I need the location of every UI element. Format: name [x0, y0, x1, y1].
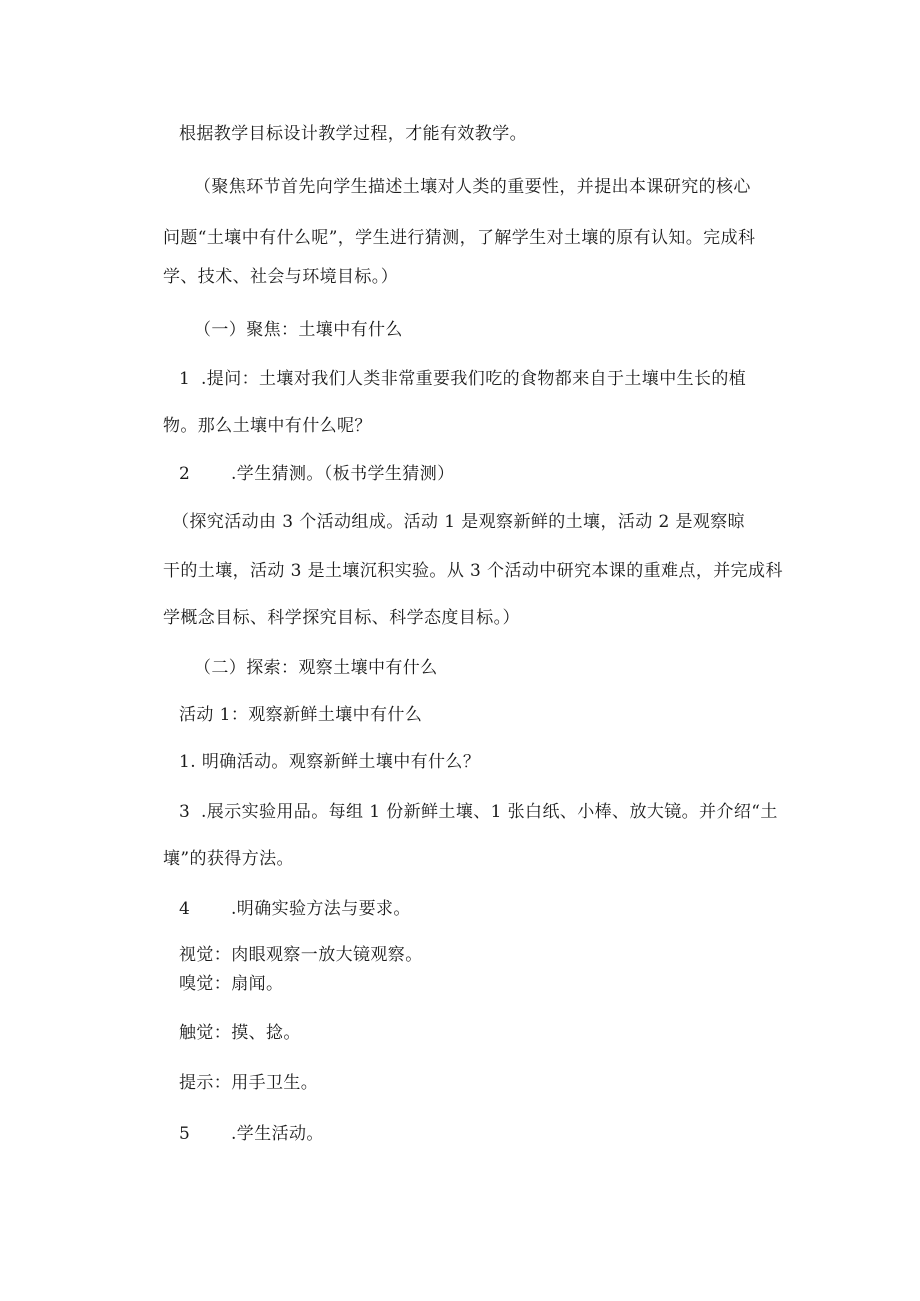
section-heading-explore: （二）探索：观察土壤中有什么: [194, 658, 438, 678]
step-show-materials: [179, 800, 778, 824]
paragraph-intro: 根据教学目标设计教学过程，才能有效教学。: [179, 124, 527, 144]
paragraph-explore-note-line-2: 干的土壤，活动 3 是土壤沉积实验。从 3 个活动中研究本课的重难点，并完成科: [163, 561, 783, 581]
list-text: .学生活动。: [231, 1124, 324, 1144]
step-clarify-activity: 1. 明确活动。观察新鲜土壤中有什么？: [179, 752, 481, 772]
paragraph-explore-note-line-1: （探究活动由 3 个活动组成。活动 1 是观察新鲜的土壤，活动 2 是观察晾: [172, 512, 746, 532]
list-number: 2: [179, 464, 191, 484]
list-text: .展示实验用品。每组 1 份新鲜土壤、1 张白纸、小棒、放大镜。并介绍“土: [201, 802, 778, 822]
paragraph-focus-note-line-2: 问题“土壤中有什么呢”，学生进行猜测，了解学生对土壤的原有认知。完成科: [163, 228, 756, 248]
list-item-guess: [179, 462, 455, 486]
paragraph-focus-note-line-1: （聚焦环节首先向学生描述土壤对人类的重要性，并提出本课研究的核心: [194, 177, 751, 197]
method-smell: 嗅觉：扇闻。: [179, 974, 284, 994]
section-heading-focus: （一）聚焦：土壤中有什么: [194, 320, 403, 340]
list-item-question-line-2: 物。那么土壤中有什么呢？: [163, 416, 372, 436]
list-text: .提问：土壤对我们人类非常重要我们吃的食物都来自于土壤中生长的植: [201, 369, 747, 389]
list-item-question: [179, 367, 746, 391]
method-sight: 视觉：肉眼观察一放大镜观察。: [179, 945, 423, 965]
step-show-materials-line-2: 壤”的获得方法。: [163, 849, 294, 869]
list-text: .学生猜测。（板书学生猜测）: [231, 464, 455, 484]
list-number: 5: [179, 1124, 191, 1144]
paragraph-explore-note-line-3: 学概念目标、科学探究目标、科学态度目标。）: [163, 608, 520, 628]
step-method: [179, 897, 411, 921]
paragraph-focus-note-line-3: 学、技术、社会与环境目标。）: [163, 267, 399, 287]
step-student-activity: [179, 1122, 324, 1146]
method-tip: 提示：用手卫生。: [179, 1073, 319, 1093]
list-number: 1: [179, 369, 191, 389]
list-number: 4: [179, 899, 191, 919]
list-text: .明确实验方法与要求。: [231, 899, 411, 919]
activity-heading: 活动 1：观察新鲜土壤中有什么: [179, 705, 423, 725]
method-touch: 触觉：摸、捻。: [179, 1023, 301, 1043]
list-number: 3: [179, 802, 191, 822]
